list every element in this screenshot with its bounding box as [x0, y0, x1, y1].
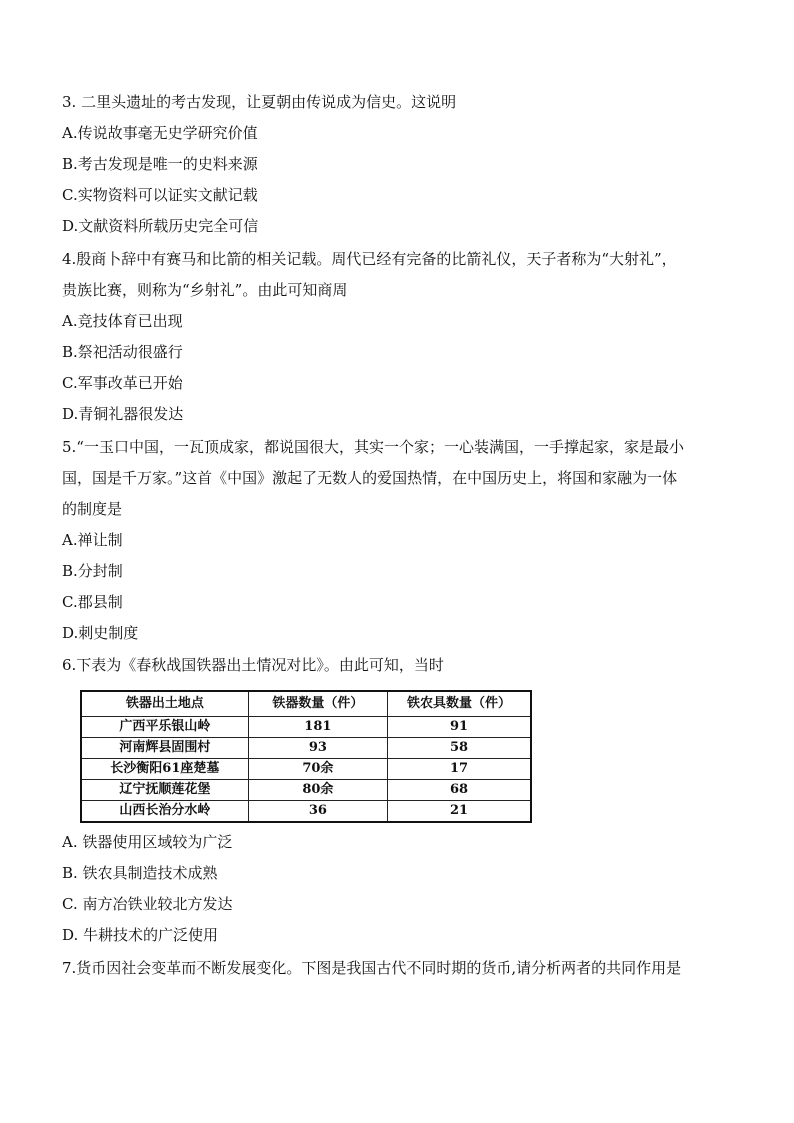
q3-option-a: A.传说故事毫无史学研究价值: [62, 124, 258, 142]
table-cell: 80余: [248, 780, 387, 801]
q5-stem-line2: 国，国是千万家。”这首《中国》激起了无数人的爱国热情，在中国历史上，将国和家融为一体: [62, 469, 678, 487]
q6-option-a: A. 铁器使用区域较为广泛: [62, 833, 233, 851]
table-cell: 68: [388, 780, 531, 801]
table-cell: 70余: [248, 759, 387, 780]
table-cell: 河南辉县固围村: [81, 738, 248, 759]
q5-option-b: B.分封制: [62, 562, 123, 580]
q5-option-a: A.禅让制: [62, 531, 123, 549]
table-row: [81, 738, 531, 759]
q6-option-c: C. 南方冶铁业较北方发达: [62, 895, 233, 913]
table-row: [81, 801, 531, 823]
q5-option-c: C.郡县制: [62, 593, 123, 611]
q4-option-b: B.祭祀活动很盛行: [62, 343, 183, 361]
q7-stem: 7.货币因社会变革而不断发展变化。下图是我国古代不同时期的货币,请分析两者的共同作用是: [62, 959, 682, 977]
table-cell: 181: [248, 717, 387, 738]
q6-stem: 6.下表为《春秋战国铁器出土情况对比》。由此可知，当时: [62, 656, 444, 674]
table-header-farm-tool-count: 铁农具数量（件）: [388, 691, 531, 717]
q5-option-d: D.刺史制度: [62, 624, 139, 642]
table-row: [81, 759, 531, 780]
table-header-location: 铁器出土地点: [81, 691, 248, 717]
q3-stem: 3. 二里头遗址的考古发现，让夏朝由传说成为信史。这说明: [62, 93, 457, 111]
q4-option-a: A.竞技体育已出现: [62, 312, 183, 330]
table-cell: 21: [388, 801, 531, 823]
table-cell: 36: [248, 801, 387, 823]
table-cell: 广西平乐银山岭: [81, 717, 248, 738]
table-cell: 93: [248, 738, 387, 759]
q3-option-b: B.考古发现是唯一的史料来源: [62, 155, 258, 173]
table-cell: 山西长治分水岭: [81, 801, 248, 823]
q6-option-d: D. 牛耕技术的广泛使用: [62, 926, 219, 944]
q4-option-d: D.青铜礼器很发达: [62, 405, 184, 423]
table-header-row: [81, 691, 531, 717]
q4-option-c: C.军事改革已开始: [62, 374, 183, 392]
iron-artifacts-table: [80, 690, 532, 823]
q3-option-c: C.实物资料可以证实文献记载: [62, 186, 258, 204]
q3-option-d: D.文献资料所载历史完全可信: [62, 217, 259, 235]
q4-stem-line1: 4.殷商卜辞中有赛马和比箭的相关记载。周代已经有完备的比箭礼仪，天子者称为“大射礼”，: [62, 250, 677, 268]
q5-stem-line1: 5.“一玉口中国，一瓦顶成家，都说国很大，其实一个家；一心装满国，一手撑起家，家是最小: [62, 438, 684, 456]
q4-stem-line2: 贵族比赛，则称为“乡射礼”。由此可知商周: [62, 281, 348, 299]
table-cell: 长沙衡阳61座楚墓: [81, 759, 248, 780]
table-cell: 辽宁抚顺莲花堡: [81, 780, 248, 801]
table-cell: 91: [388, 717, 531, 738]
q5-stem-line3: 的制度是: [62, 500, 123, 518]
table-header-iron-count: 铁器数量（件）: [248, 691, 387, 717]
table-cell: 58: [388, 738, 531, 759]
table-row: [81, 780, 531, 801]
table-row: [81, 717, 531, 738]
table-cell: 17: [388, 759, 531, 780]
q6-option-b: B. 铁农具制造技术成熟: [62, 864, 218, 882]
